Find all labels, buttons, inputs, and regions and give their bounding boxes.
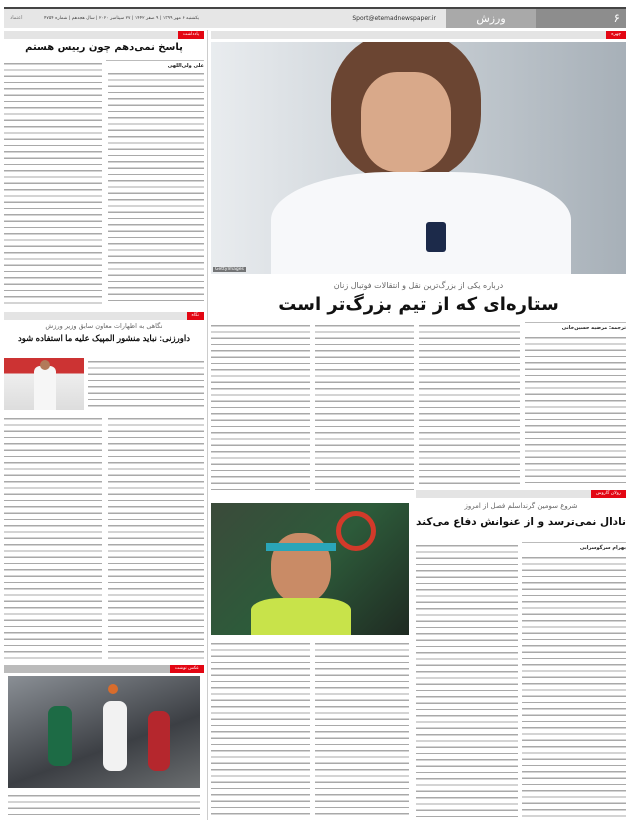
nadal-body-col2 — [416, 542, 518, 818]
page-number: ۶ — [536, 9, 626, 28]
section-email[interactable]: Sport@etemadnewspaper.ir — [352, 15, 436, 22]
look-kicker: نگاهی به اظهارات معاون سابق وزیر ورزش — [45, 322, 163, 330]
look-body-col1 — [108, 415, 204, 660]
nadal-body-col3 — [315, 640, 409, 818]
section-title: ورزش — [446, 9, 536, 28]
look-label: نگاه — [187, 312, 204, 320]
nadal-body-col4 — [211, 640, 310, 818]
page-header — [4, 9, 626, 28]
look-title: داورزنی: نباید منشور المپیک علیه ما استفاده شود — [17, 333, 191, 343]
note-body-col1 — [108, 70, 204, 305]
look-section-bar — [4, 312, 204, 320]
nadal-title: نادال نمی‌ترسد و از عنوانش دفاع می‌کند — [416, 516, 626, 528]
note-title: پاسخ نمی‌دهم چون رییس هستم — [25, 42, 183, 53]
column-divider — [207, 30, 208, 820]
judo-photo — [4, 358, 84, 410]
main-byline: ترجمه: مرضیه حسین‌خانی — [525, 322, 626, 331]
main-body-col4 — [211, 322, 310, 494]
photo-section-bar — [4, 665, 204, 673]
photo-credit: GettyImages — [215, 267, 244, 272]
nadal-photo — [211, 503, 409, 635]
nadal-kicker: شروع سومین گرنداسلم فصل از امروز — [464, 502, 578, 510]
player-photo — [211, 42, 626, 274]
nadal-byline: بهرام سرگوسرایی — [522, 542, 626, 551]
main-kicker: درباره یکی از بزرگ‌ترین نقل و انتقالات فوتبال زنان — [333, 281, 504, 290]
photo-label: عکس نوشت — [170, 665, 204, 673]
nadal-body-col1 — [522, 554, 626, 818]
note-section-bar — [4, 31, 204, 39]
main-body-col1 — [525, 334, 626, 484]
rg-label: رولان گاروس — [591, 490, 626, 498]
date-line: یکشنبه ۶ مهر ۱۳۹۹ | ۹ صفر ۱۴۴۲ | ۲۷ سپتامبر ۲۰۲۰ | سال هجدهم | شماره ۴۷۵۴ — [44, 16, 200, 21]
look-body-lead — [88, 358, 204, 410]
look-body-col2 — [4, 415, 102, 660]
newspaper-logo: اعتماد — [10, 15, 23, 21]
note-body-col2 — [4, 60, 102, 305]
note-label: یادداشت — [178, 31, 204, 39]
basketball-photo — [8, 676, 200, 788]
face-section-bar — [211, 31, 626, 39]
photo-caption — [8, 792, 200, 818]
note-author: علی ولی‌اللهی — [106, 60, 204, 69]
main-body-col2 — [419, 322, 520, 484]
main-title: ستاره‌ای که از تیم بزرگ‌تر است — [278, 294, 559, 315]
main-body-col3 — [315, 322, 414, 494]
rg-section-bar — [416, 490, 626, 498]
face-label: چهره — [606, 31, 626, 39]
